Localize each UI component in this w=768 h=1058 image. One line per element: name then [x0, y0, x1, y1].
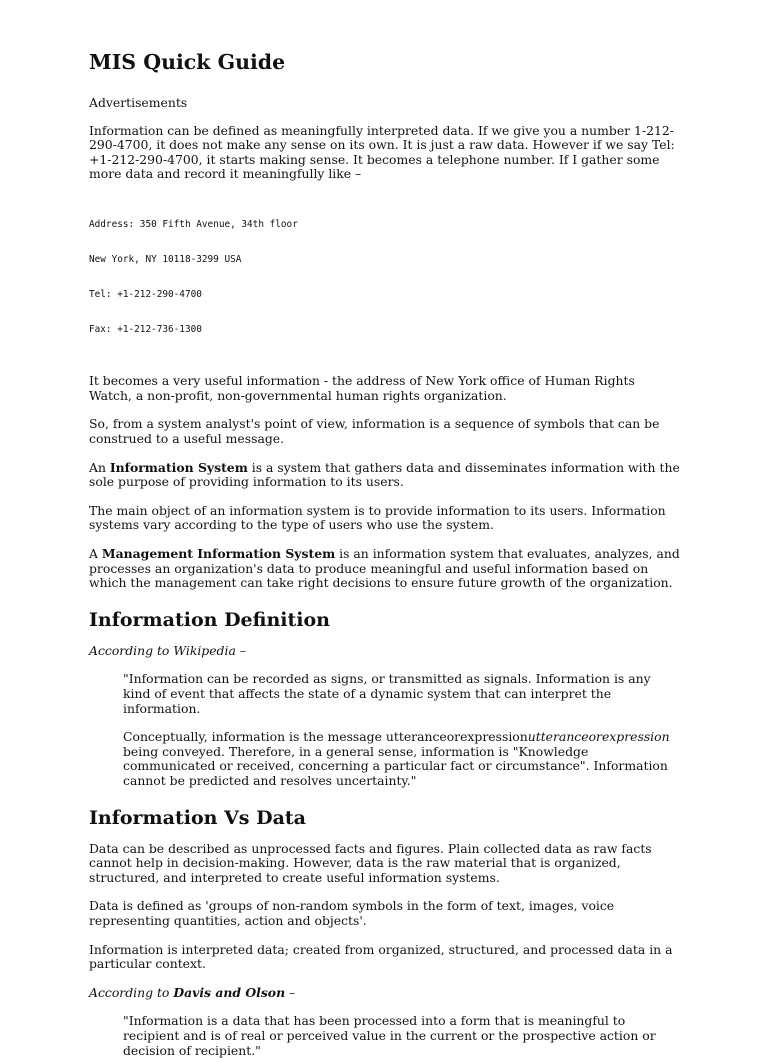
address-block: [89, 196, 680, 358]
text-span: Conceptually, information is the message utteranceorexpression: [123, 729, 528, 745]
author-names: Davis and Olson: [173, 984, 286, 1000]
quote-paragraph: "Information is a data that has been processed into a form that is meaningful to recipient and is of real or perceived value in the current or the prospective action or decision of recipient.": [123, 1013, 656, 1058]
paragraph-system-analyst: So, from a system analyst's point of view, information is a sequence of symbols that can be construed to a useful message.: [89, 416, 660, 447]
address-line: Address: 350 Fifth Avenue, 34th floor: [89, 219, 298, 231]
term-information-system: Information System: [109, 459, 248, 475]
paragraph-data-described: Data can be described as unprocessed facts and figures. Plain collected data as raw facts cannot help in decision-making. However, data is the raw material that is organized, structured, and interpreted to create useful information systems.: [89, 840, 652, 885]
paragraph-information-interpreted: Information is interpreted data; created from organized, structured, and processed data in a particular context.: [89, 941, 673, 972]
text-span: is an information system that evaluates, analyzes, and processes an organization's data to produce meaningful and useful information based on which the management can take right decisions to ensure future growth of the organization.: [89, 546, 680, 591]
term-management-information-system: Management Information System: [101, 546, 336, 562]
address-tel-line: Tel: +1-212-290-4700: [89, 288, 202, 300]
text-span: An: [89, 459, 110, 475]
paragraph-main-object: The main object of an information system is to provide information to its users. Information systems vary according to the type of users who use the system.: [89, 502, 666, 533]
davis-olson-quote: [123, 1014, 680, 1058]
paragraph-mis: [89, 547, 680, 591]
address-city-line: New York, NY 10118-3299 USA: [89, 253, 242, 265]
paragraph-useful-information: It becomes a very useful information - the address of New York office of Human Rights Watch, a non-profit, non-governmental human rights organization.: [89, 373, 635, 403]
heading-information-definition: Information Definition: [89, 608, 330, 631]
italic-expression: utteranceorexpression: [527, 729, 670, 745]
heading-information-vs-data: Information Vs Data: [89, 806, 306, 829]
text-span: –: [285, 984, 296, 1000]
according-davis-olson: [89, 986, 680, 1001]
paragraph-data-defined: Data is defined as 'groups of non-random symbols in the form of text, images, voice representing quantities, action and objects'.: [89, 898, 615, 928]
according-wikipedia: According to Wikipedia –: [89, 642, 246, 658]
text-span: being conveyed. Therefore, in a general sense, information is "Knowledge communicated or received, concerning a particular fact or circumstance". Information cannot be predicted and resolves uncertainty.": [123, 743, 668, 788]
address-fax-line: Fax: +1-212-736-1300: [89, 323, 202, 335]
text-span: is a system that gathers data and disseminates information with the sole purpose of providing information to its users.: [89, 459, 680, 490]
text-span: According to: [89, 984, 174, 1000]
wikipedia-quote: [123, 672, 680, 788]
paragraph-intro: Information can be defined as meaningfully interpreted data. If we give you a number 1-212-290-4700, it does not make any sense on its own. It is just a raw data. However if we say Tel: +1-212-290-4700, it starts making sense. It becomes a telephone number. If I gather some more data and record it meaningfully like –: [89, 122, 675, 182]
page-title: MIS Quick Guide: [89, 50, 286, 74]
text-span: A: [89, 546, 102, 562]
quote-paragraph-conceptually: [123, 730, 680, 788]
quote-paragraph: "Information can be recorded as signs, or transmitted as signals. Information is any kind of event that affects the state of a dynamic system that can interpret the information.: [123, 671, 651, 716]
paragraph-information-system: [89, 461, 680, 490]
advertisements-label: Advertisements: [89, 95, 188, 110]
